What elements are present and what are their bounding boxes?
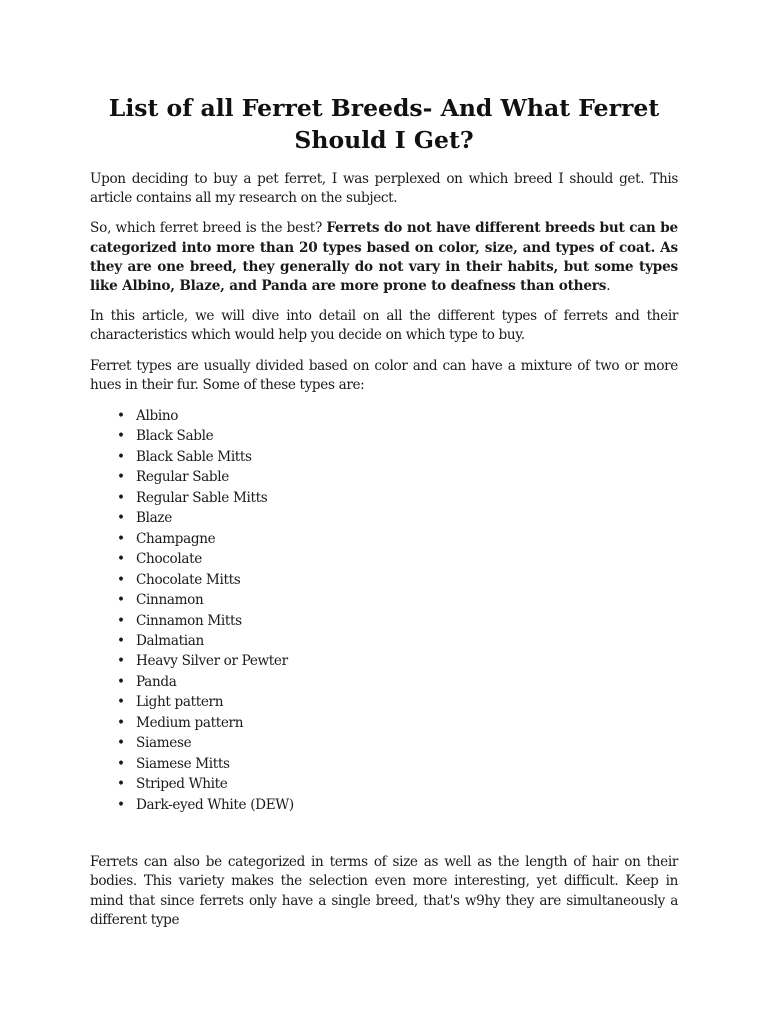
list-item [117, 488, 678, 508]
bullet-icon: • [117, 408, 125, 425]
article-title-line-1: List of all Ferret Breeds- And What Ferret [108, 94, 660, 122]
list-item-label: Panda [136, 673, 177, 690]
list-item-label: Regular Sable [136, 469, 229, 486]
bullet-icon: • [117, 530, 125, 547]
scope-paragraph: In this article, we will dive into detail on all the different types of ferrets and their characteristics which would help you decide on which type to buy. [90, 308, 678, 344]
list-item [117, 651, 678, 671]
answer-bold-text: Ferrets do not have different breeds but can be categorized into more than 20 types based on color, size, and types of coat. As they are one breed, they generally do not vary in their habits, but some types like Albino, Blaze, and Panda are more prone to deafness than others [90, 220, 678, 295]
bullet-icon: • [117, 694, 125, 711]
list-item [117, 529, 678, 549]
list-item-label: Striped White [136, 776, 228, 793]
list-item [117, 426, 678, 446]
list-item [117, 508, 678, 528]
list-item-label: Chocolate [136, 551, 202, 568]
size-paragraph: Ferrets can also be categorized in terms of size as well as the length of hair on their bodies. This variety makes the selection even more interesting, yet difficult. Keep in mind that since ferrets only have a single breed, that's w9hy they are simultaneously a different type [90, 854, 678, 928]
list-item [117, 631, 678, 651]
bullet-icon: • [117, 633, 125, 650]
size-section [90, 853, 678, 930]
article-title [90, 92, 678, 156]
list-item-label: Chocolate Mitts [136, 571, 241, 588]
bullet-icon: • [117, 735, 125, 752]
list-item [117, 795, 678, 815]
list-item [117, 713, 678, 733]
bullet-icon: • [117, 776, 125, 793]
bullet-icon: • [117, 489, 125, 506]
list-item [117, 406, 678, 426]
answer-paragraph [90, 219, 678, 296]
bullet-icon: • [117, 551, 125, 568]
bullet-icon: • [117, 755, 125, 772]
list-item-label: Blaze [136, 510, 172, 527]
list-item [117, 467, 678, 487]
list-item [117, 774, 678, 794]
list-item-label: Black Sable Mitts [136, 448, 252, 465]
answer-lead-text: So, which ferret breed is the best? [90, 220, 327, 237]
bullet-icon: • [117, 796, 125, 813]
bullet-icon: • [117, 448, 125, 465]
bullet-icon: • [117, 592, 125, 609]
list-item-label: Heavy Silver or Pewter [136, 653, 288, 670]
bullet-icon: • [117, 428, 125, 445]
list-item [117, 754, 678, 774]
ferret-types-list [90, 406, 678, 815]
bullet-icon: • [117, 571, 125, 588]
list-item-label: Siamese [136, 735, 192, 752]
intro-paragraph: Upon deciding to buy a pet ferret, I was perplexed on which breed I should get. This article contains all my research on the subject. [90, 171, 678, 207]
bullet-icon: • [117, 469, 125, 486]
list-item [117, 692, 678, 712]
list-item [117, 611, 678, 631]
list-item-label: Cinnamon Mitts [136, 612, 242, 629]
list-item-label: Black Sable [136, 428, 214, 445]
list-item-label: Cinnamon [136, 592, 204, 609]
bullet-icon: • [117, 612, 125, 629]
answer-end-text: . [606, 278, 611, 295]
list-item-label: Siamese Mitts [136, 755, 230, 772]
list-item [117, 447, 678, 467]
document-page [90, 92, 678, 930]
list-item [117, 672, 678, 692]
bullet-icon: • [117, 673, 125, 690]
article-title-line-2: Should I Get? [294, 126, 474, 154]
list-item-label: Dark-eyed White (DEW) [136, 796, 294, 813]
list-item-label: Regular Sable Mitts [136, 489, 268, 506]
list-item [117, 733, 678, 753]
list-item-label: Albino [136, 408, 179, 425]
list-item-label: Light pattern [136, 694, 224, 711]
list-item-label: Medium pattern [136, 714, 244, 731]
types-intro-paragraph: Ferret types are usually divided based on color and can have a mixture of two or more hues in their fur. Some of these types are: [90, 357, 678, 393]
bullet-icon: • [117, 510, 125, 527]
list-item-label: Champagne [136, 530, 216, 547]
bullet-icon: • [117, 714, 125, 731]
list-item-label: Dalmatian [136, 633, 204, 650]
bullet-icon: • [117, 653, 125, 670]
list-item [117, 549, 678, 569]
list-item [117, 570, 678, 590]
list-item [117, 590, 678, 610]
